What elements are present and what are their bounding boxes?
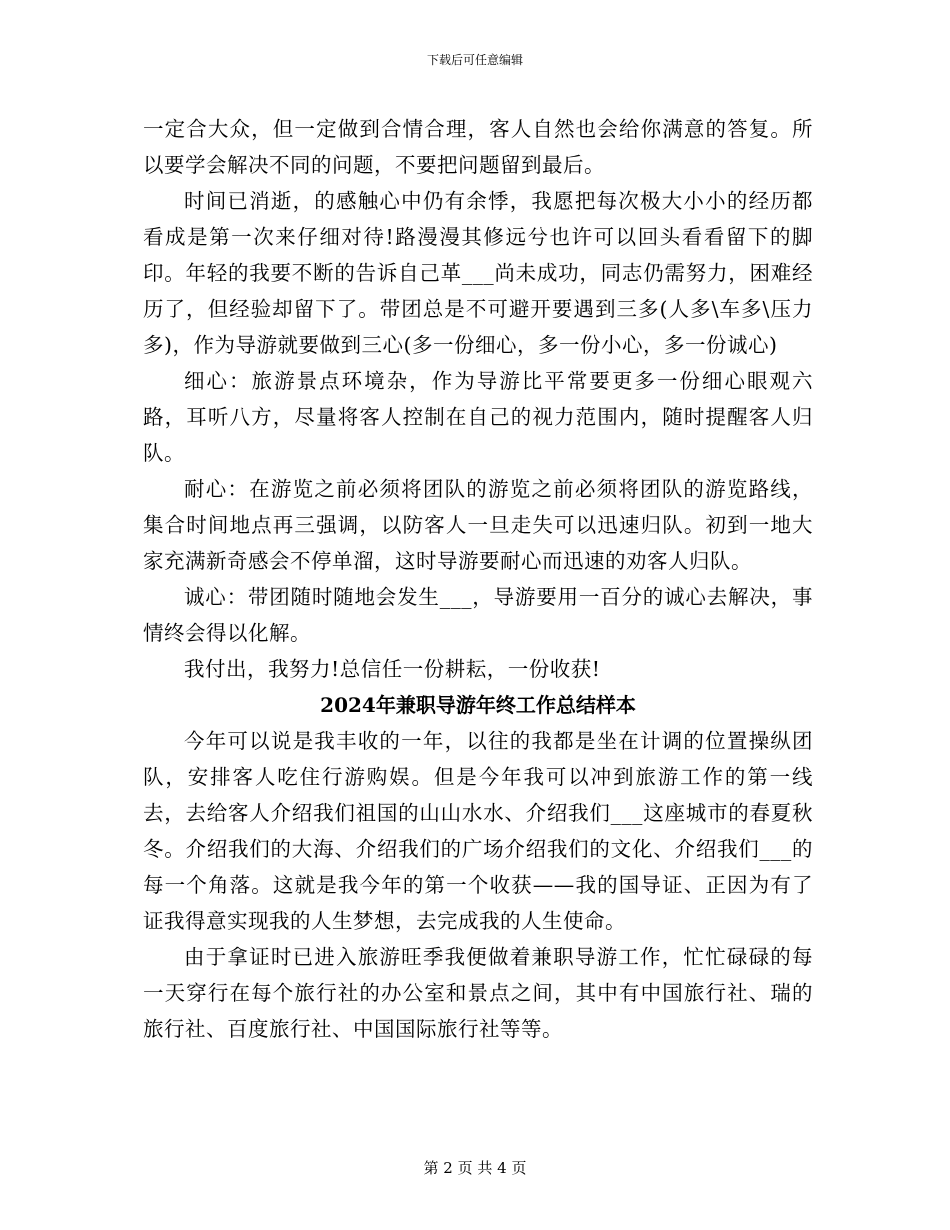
section-title: 2024年兼职导游年终工作总结样本 xyxy=(320,693,636,717)
page-footer: 第 2 页 共 4 页 xyxy=(423,1159,527,1177)
paragraph-closing: 我付出，我努力!总信任一份耕耘，一份收获! xyxy=(184,657,601,681)
document-body xyxy=(143,111,813,1047)
paragraph-sincerity: 诚心：带团随时随地会发生___，导游要用一百分的诚心去解决，事情终会得以化解。 xyxy=(143,585,813,645)
paragraph-patience: 耐心：在游览之前必须将团队的游览之前必须将团队的游览路线，集合时间地点再三强调，以防客人一旦走失可以迅速归队。初到一地大家充满新奇感会不停单溜，这时导游要耐心而迅速的劝客人归队。 xyxy=(143,477,813,573)
section-paragraph-harvest: 今年可以说是我丰收的一年，以往的我都是坐在计调的位置操纵团队，安排客人吃住行游购娱。但是今年我可以冲到旅游工作的第一线去，去给客人介绍我们祖国的山山水水、介绍我们___这座城市的春夏秋冬。介绍我们的大海、介绍我们的广场介绍我们的文化、介绍我们___的每一个角落。这就是我今年的第一个收获——我的国导证、正因为有了证我得意实现我的人生梦想，去完成我的人生使命。 xyxy=(143,729,813,933)
paragraph-reflection: 时间已消逝，的感触心中仍有余悸，我愿把每次极大小小的经历都看成是第一次来仔细对待!路漫漫其修远兮也许可以回头看看留下的脚印。年轻的我要不断的告诉自己革___尚未成功，同志仍需努力，困难经历了，但经验却留下了。带团总是不可避开要遇到三多(人多\车多\压力多)，作为导游就要做到三心(多一份细心，多一份小心，多一份诚心) xyxy=(143,189,813,357)
paragraph-carefulness: 细心：旅游景点环境杂，作为导游比平常要更多一份细心眼观六路，耳听八方，尽量将客人控制在自己的视力范围内，随时提醒客人归队。 xyxy=(143,369,813,465)
section-paragraph-parttime: 由于拿证时已进入旅游旺季我便做着兼职导游工作，忙忙碌碌的每一天穿行在每个旅行社的办公室和景点之间，其中有中国旅行社、瑞的旅行社、百度旅行社、中国国际旅行社等等。 xyxy=(143,945,813,1041)
paragraph-continuation: 一定合大众，但一定做到合情合理，客人自然也会给你满意的答复。所以要学会解决不同的问题，不要把问题留到最后。 xyxy=(143,117,813,177)
page-header: 下载后可任意编辑 xyxy=(426,53,523,67)
